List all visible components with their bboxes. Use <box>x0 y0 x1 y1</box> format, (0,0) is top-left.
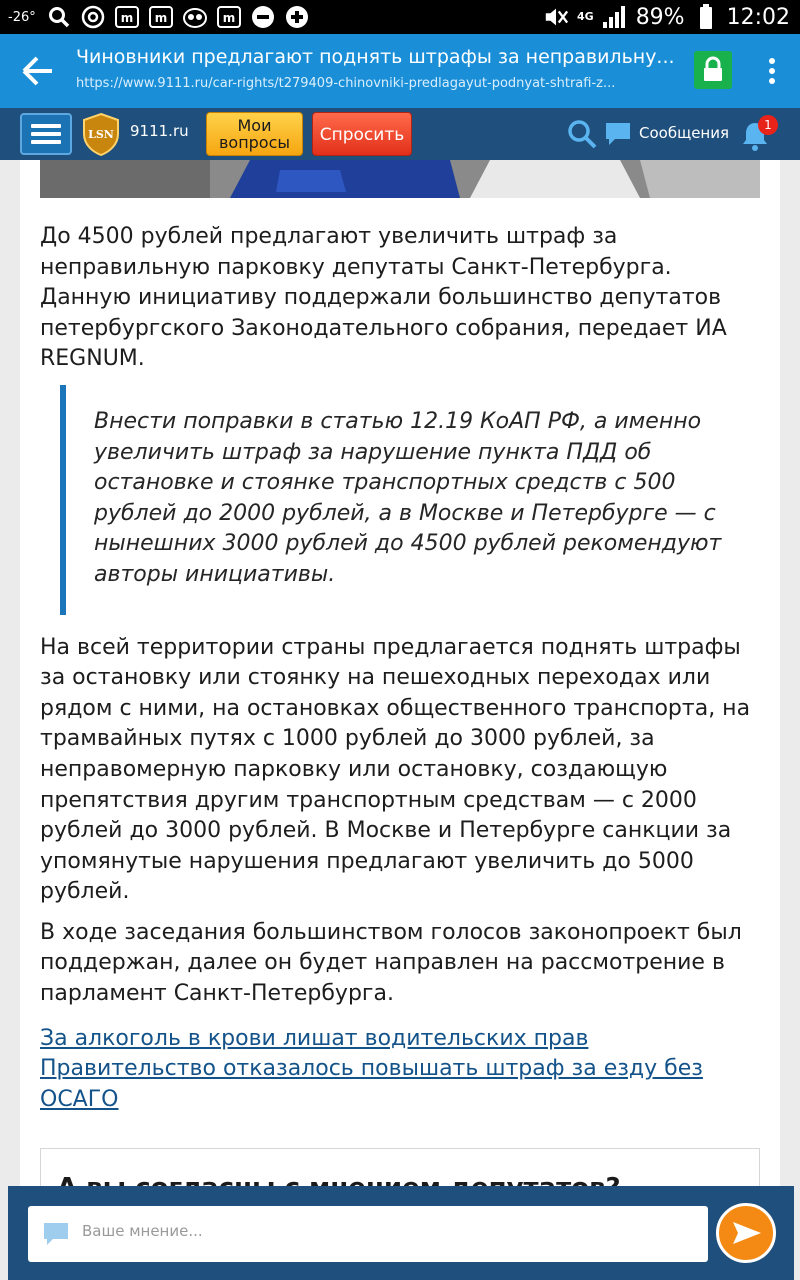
back-arrow-icon[interactable] <box>20 54 56 88</box>
article-photo <box>40 160 760 198</box>
browser-toolbar <box>0 34 800 108</box>
related-link[interactable]: За алкоголь в крови лишат водительских прав <box>40 1025 589 1051</box>
my-questions-button[interactable]: Мои вопросы <box>206 112 303 156</box>
comment-bubble-icon <box>42 1220 70 1248</box>
network-type: 4G <box>577 10 594 23</box>
mail-icon <box>114 5 140 29</box>
battery-icon <box>693 5 719 29</box>
article-paragraph: До 4500 рублей предлагают увеличить штраф за неправильную парковку депутаты Санкт-Петербурга. Данную инициативу поддержали большинство депутатов петербургского Законодательного собрания, передает ИА REGNUM. <box>40 224 727 372</box>
mail-icon <box>216 5 242 29</box>
comment-input[interactable] <box>28 1206 708 1262</box>
article-paragraph: В ходе заседания большинством голосов законопроект был поддержан, далее он будет направлен на рассмотрение в парламент Санкт-Петербурга. <box>40 919 742 1007</box>
plus-circle-icon <box>284 5 310 29</box>
messages-icon[interactable] <box>604 120 632 148</box>
messages-link[interactable]: Сообщения <box>639 124 730 142</box>
mail-icon <box>148 5 174 29</box>
comment-bar <box>8 1186 794 1280</box>
search-icon[interactable] <box>566 118 598 150</box>
minus-circle-icon <box>250 5 276 29</box>
lock-icon[interactable] <box>694 51 732 89</box>
temperature: -26° <box>8 9 36 25</box>
page-url[interactable]: https://www.9111.ru/car-rights/t279409-chinovniki-predlagayut-podnyat-shtrafi-z... <box>76 76 616 91</box>
send-arrow-icon[interactable] <box>716 1203 776 1263</box>
search-icon <box>46 5 72 29</box>
related-links <box>40 1024 762 1116</box>
owl-icon <box>182 5 208 29</box>
mute-icon <box>543 5 569 29</box>
at-icon <box>80 5 106 29</box>
comment-placeholder: Ваше мнение... <box>82 1222 203 1240</box>
hamburger-menu-icon[interactable] <box>20 113 72 155</box>
svg-text:m: m <box>120 11 133 25</box>
page-title[interactable]: Чиновники предлагают поднять штрафы за неправильну... <box>76 46 675 68</box>
status-bar <box>0 0 800 34</box>
svg-text:LSN: LSN <box>88 128 114 141</box>
svg-text:m: m <box>154 11 167 25</box>
notification-badge: 1 <box>758 115 778 135</box>
ask-button[interactable]: Спросить <box>312 112 412 156</box>
signal-icon <box>602 5 628 29</box>
clock: 12:02 <box>726 4 790 30</box>
overflow-menu-icon[interactable] <box>762 54 782 88</box>
svg-text:m: m <box>222 11 235 25</box>
site-logo[interactable] <box>80 112 122 156</box>
site-name[interactable]: 9111.ru <box>130 122 189 140</box>
article-quote: Внести поправки в статью 12.19 КоАП РФ, а именно увеличить штраф за нарушение пункта ПДД об остановке и стоянке транспортных средств с 500 рублей до 2000 рублей, а в Москве и Петербурге — с нынешних 3000 рублей до 4500 рублей рекомендуют авторы инициативы. <box>60 385 762 615</box>
battery-level: 89% <box>635 4 685 30</box>
article-body <box>40 222 762 1115</box>
article-paragraph: На всей территории страны предлагается поднять штрафы за остановку или стоянку на пешеходных переходах или рядом с ними, на остановках общественного транспорта, на трамвайных путях с 1000 рублей до 3000 рублей, за неправомерную парковку или остановку, создающую препятствия другим транспортным средствам — с 2000 рублей до 3000 рублей. В Москве и Петербурге санкции за упомянутые нарушения предлагают увеличить до 5000 рублей. <box>40 634 751 905</box>
site-header <box>0 108 800 160</box>
related-link[interactable]: Правительство отказалось повышать штраф за езду без ОСАГО <box>40 1056 703 1112</box>
article-card <box>20 160 780 1280</box>
